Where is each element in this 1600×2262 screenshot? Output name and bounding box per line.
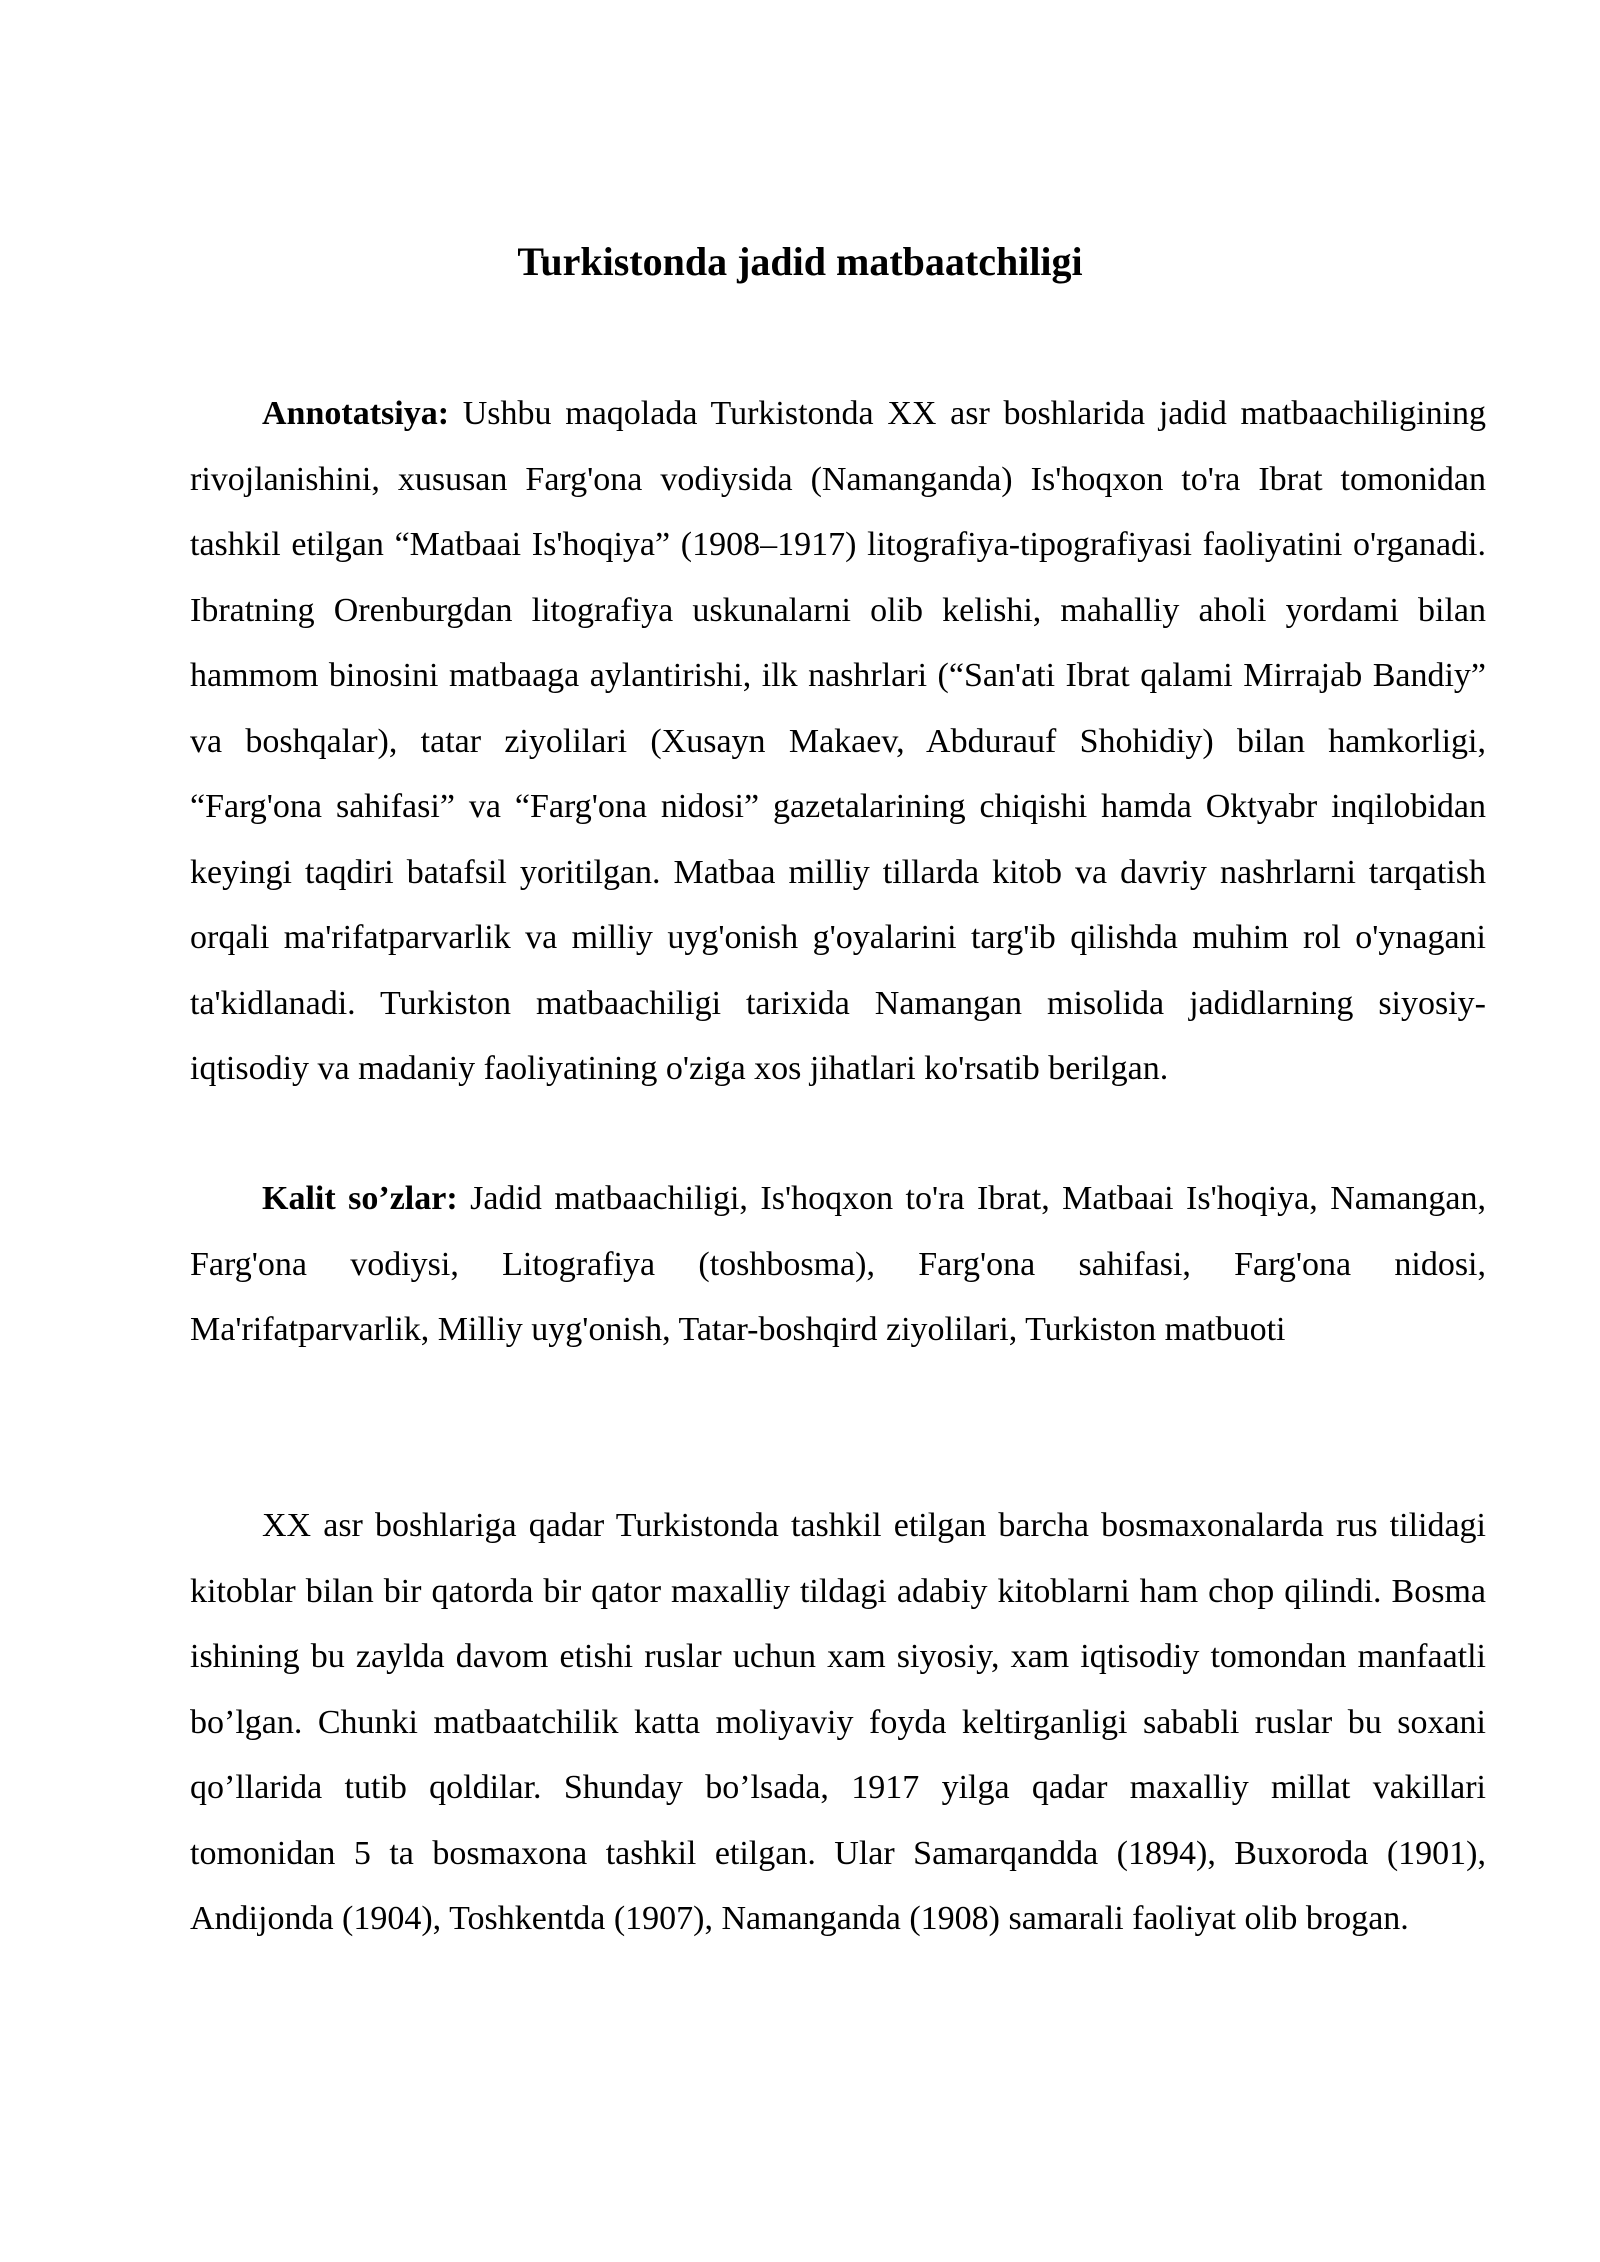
- keywords-label: Kalit so’zlar:: [262, 1180, 458, 1217]
- document-title: Turkistonda jadid matbaatchiligi: [517, 239, 1083, 284]
- annotation-text: Ushbu maqolada Turkistonda XX asr boshlarida jadid matbaachiligining rivojlanishini, xususan Farg'ona vodiysida (Namanganda) Is'hoqxon to'ra Ibrat tomonidan tashkil etilgan “Matbaai Is'hoqiya” (1908–1917) litografiya-tipografiyasi faoliyatini o'rganadi. Ibratning Orenburgdan litografiya uskunalarni olib kelishi, mahalliy aholi yordami bilan hammom binosini matbaaga aylantirishi, ilk nashrlari (“San'ati Ibrat qalami Mirrajab Bandiy” va boshqalar), tatar ziyolilari (Xusayn Makaev, Abdurauf Shohidiy) bilan hamkorligi, “Farg'ona sahifasi” va “Farg'ona nidosi” gazetalarining chiqishi hamda Oktyabr inqilobidan keyingi taqdiri batafsil yoritilgan. Matbaa milliy tillarda kitob va davriy nashrlarni tarqatish orqali ma'rifatparvarlik va milliy uyg'onish g'oyalarini targ'ib qilishda muhim rol o'ynagani ta'kidlanadi. Turkiston matbaachiligi tarixida Namangan misolida jadidlarning siyosiy-iqtisodiy va madaniy faoliyatining o'ziga xos jihatlari ko'rsatib berilgan.: [190, 395, 1487, 1087]
- annotation-label: Annotatsiya:: [262, 395, 450, 432]
- keywords-text: Jadid matbaachiligi, Is'hoqxon to'ra Ibrat, Matbaai Is'hoqiya, Namangan, Farg'ona vodiysi, Litografiya (toshbosma), Farg'ona sahifasi, Farg'ona nidosi, Ma'rifatparvarlik, Milliy uyg'onish, Tatar-boshqird ziyolilari, Turkiston matbuoti: [190, 1180, 1487, 1348]
- body-paragraph: XX asr boshlariga qadar Turkistonda tashkil etilgan barcha bosmaxonalarda rus tilidagi kitoblar bilan bir qatorda bir qator maxalliy tildagi adabiy kitoblarni ham chop qilindi. Bosma ishining bu zaylda davom etishi ruslar uchun xam siyosiy, xam iqtisodiy tomondan manfaatli bo’lgan. Chunki matbaatchilik katta moliyaviy foyda keltirganligi sababli ruslar bu soxani qo’llarida tutib qoldilar. Shunday bo’lsada, 1917 yilga qadar maxalliy millat vakillari tomonidan 5 ta bosmaxona tashkil etilgan. Ular Samarqandda (1894), Buxoroda (1901), Andijonda (1904), Toshkentda (1907), Namanganda (1908) samarali faoliyat olib brogan.: [190, 1507, 1486, 1937]
- keywords-paragraph: [190, 1166, 1486, 1363]
- annotation-paragraph: [190, 381, 1486, 1102]
